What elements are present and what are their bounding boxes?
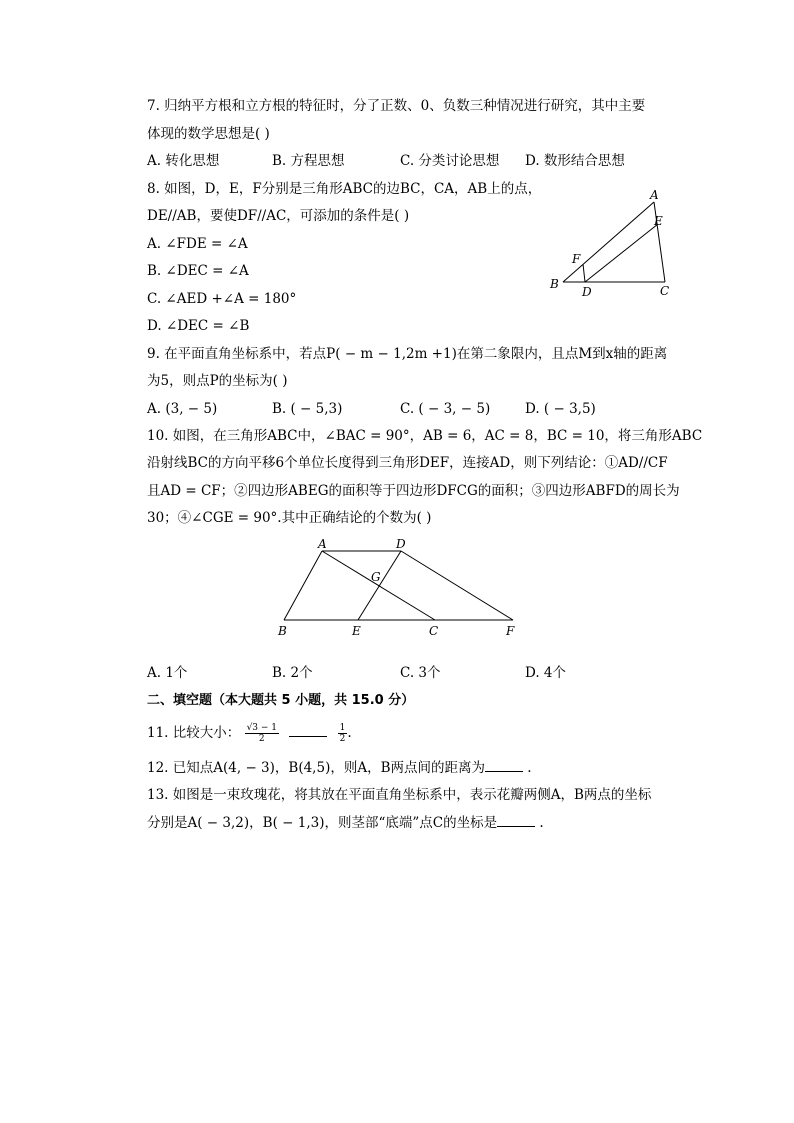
q8-label-c: C bbox=[660, 284, 670, 298]
q11-suffix: . bbox=[347, 725, 352, 741]
q9-stem-line2: 为5，则点P的坐标为( ) bbox=[147, 373, 288, 389]
q7-option-c: C. 分类讨论思想 bbox=[400, 153, 500, 169]
q8-option-a: A. ∠FDE = ∠A bbox=[147, 236, 248, 252]
q12-suffix: . bbox=[523, 760, 532, 776]
q8-label-d: D bbox=[582, 285, 592, 299]
q10-label-d: D bbox=[396, 537, 406, 551]
q10-segment-de bbox=[358, 551, 401, 620]
q8-label-e: E bbox=[654, 214, 663, 228]
q7-option-a: A. 转化思想 bbox=[147, 153, 220, 169]
q7-option-b: B. 方程思想 bbox=[272, 153, 345, 169]
q9-option-a: A. (3, − 5) bbox=[147, 401, 218, 417]
q10-segment-ab bbox=[284, 551, 322, 620]
q8-triangle-figure bbox=[540, 185, 680, 300]
q11-fraction-right bbox=[338, 723, 348, 744]
q11-fraction-right-numerator: 1 bbox=[339, 723, 346, 733]
q11-fraction-right-denominator: 2 bbox=[339, 734, 346, 744]
q12-text: 12. 已知点A(4, − 3)，B(4,5)，则A，B两点间的距离为 bbox=[147, 760, 486, 776]
q8-segment-ab bbox=[563, 202, 654, 282]
q8-option-d: D. ∠DEC = ∠B bbox=[147, 318, 250, 334]
q13-stem-line2 bbox=[147, 814, 544, 832]
q10-label-e: E bbox=[352, 624, 361, 638]
q10-stem-line2: 沿射线BC的方向平移6个单位长度得到三角形DEF，连接AD，则下列结论：①AD//CF bbox=[147, 455, 668, 471]
q9-option-d: D. ( − 3,5) bbox=[525, 401, 596, 417]
q10-label-g: G bbox=[371, 570, 381, 584]
q10-stem-line1: 10. 如图，在三角形ABC中，∠BAC = 90°，AB = 6，AC = 8，BC = 10，将三角形ABC bbox=[147, 428, 703, 444]
q7-option-d: D. 数形结合思想 bbox=[525, 153, 625, 169]
q11-stem bbox=[147, 720, 352, 746]
q12-stem bbox=[147, 759, 532, 777]
q10-label-f: F bbox=[506, 624, 515, 638]
q10-option-d: D. 4个 bbox=[525, 665, 567, 681]
q8-segment-df bbox=[583, 264, 585, 282]
q10-trapezoid-figure bbox=[270, 533, 530, 641]
q7-stem-line2: 体现的数学思想是( ) bbox=[147, 126, 270, 142]
q10-option-c: C. 3个 bbox=[400, 665, 441, 681]
q10-label-c: C bbox=[429, 624, 439, 638]
q11-prefix: 11. 比较大小： bbox=[147, 725, 241, 741]
q7-stem-line1: 7. 归纳平方根和立方根的特征时，分了正数、0、负数三种情况进行研究，其中主要 bbox=[147, 98, 646, 114]
q11-fraction-left-numerator: √3 − 1 bbox=[246, 723, 278, 733]
q10-label-b: B bbox=[278, 624, 287, 638]
q11-answer-blank[interactable] bbox=[289, 724, 327, 737]
q8-label-f: F bbox=[572, 252, 581, 266]
q8-label-a: A bbox=[650, 188, 659, 202]
q9-option-b: B. ( − 5,3) bbox=[272, 401, 343, 417]
q13-stem-line1: 13. 如图是一束玫瑰花，将其放在平面直角坐标系中，表示花瓣两侧A，B两点的坐标 bbox=[147, 787, 652, 803]
q10-stem-line4: 30；④∠CGE = 90°.其中正确结论的个数为( ) bbox=[147, 510, 432, 526]
q13-suffix: . bbox=[535, 815, 544, 831]
q9-stem-line1: 9. 在平面直角坐标系中，若点P( − m − 1,2m +1)在第二象限内，且点M到x轴的距离 bbox=[147, 346, 668, 362]
q11-fraction-left bbox=[245, 723, 279, 744]
q8-label-b: B bbox=[550, 277, 559, 291]
q10-stem-line3: 且AD = CF；②四边形ABEG的面积等于四边形DFCG的面积；③四边形ABFD的周长为 bbox=[147, 483, 680, 499]
q11-fraction-left-denominator: 2 bbox=[258, 734, 265, 744]
q10-label-a: A bbox=[318, 537, 327, 551]
q8-option-c: C. ∠AED +∠A = 180° bbox=[147, 291, 297, 307]
q10-option-b: B. 2个 bbox=[272, 665, 313, 681]
q8-stem-line2: DE//AB，要使DF//AC，可添加的条件是( ) bbox=[147, 208, 410, 224]
q8-option-b: B. ∠DEC = ∠A bbox=[147, 263, 249, 279]
section-fill-in-title: 二、填空题（本大题共 5 小题，共 15.0 分） bbox=[147, 693, 415, 708]
q8-stem-line1: 8. 如图，D，E，F分别是三角形ABC的边BC，CA，AB上的点， bbox=[147, 181, 542, 197]
q9-option-c: C. ( − 3, − 5) bbox=[400, 401, 491, 417]
q12-answer-blank[interactable] bbox=[485, 759, 523, 772]
q13-answer-blank[interactable] bbox=[497, 814, 535, 827]
q10-option-a: A. 1个 bbox=[147, 665, 188, 681]
q13-text: 分别是A( − 3,2)，B( − 1,3)，则茎部“底端”点C的坐标是 bbox=[147, 815, 498, 831]
